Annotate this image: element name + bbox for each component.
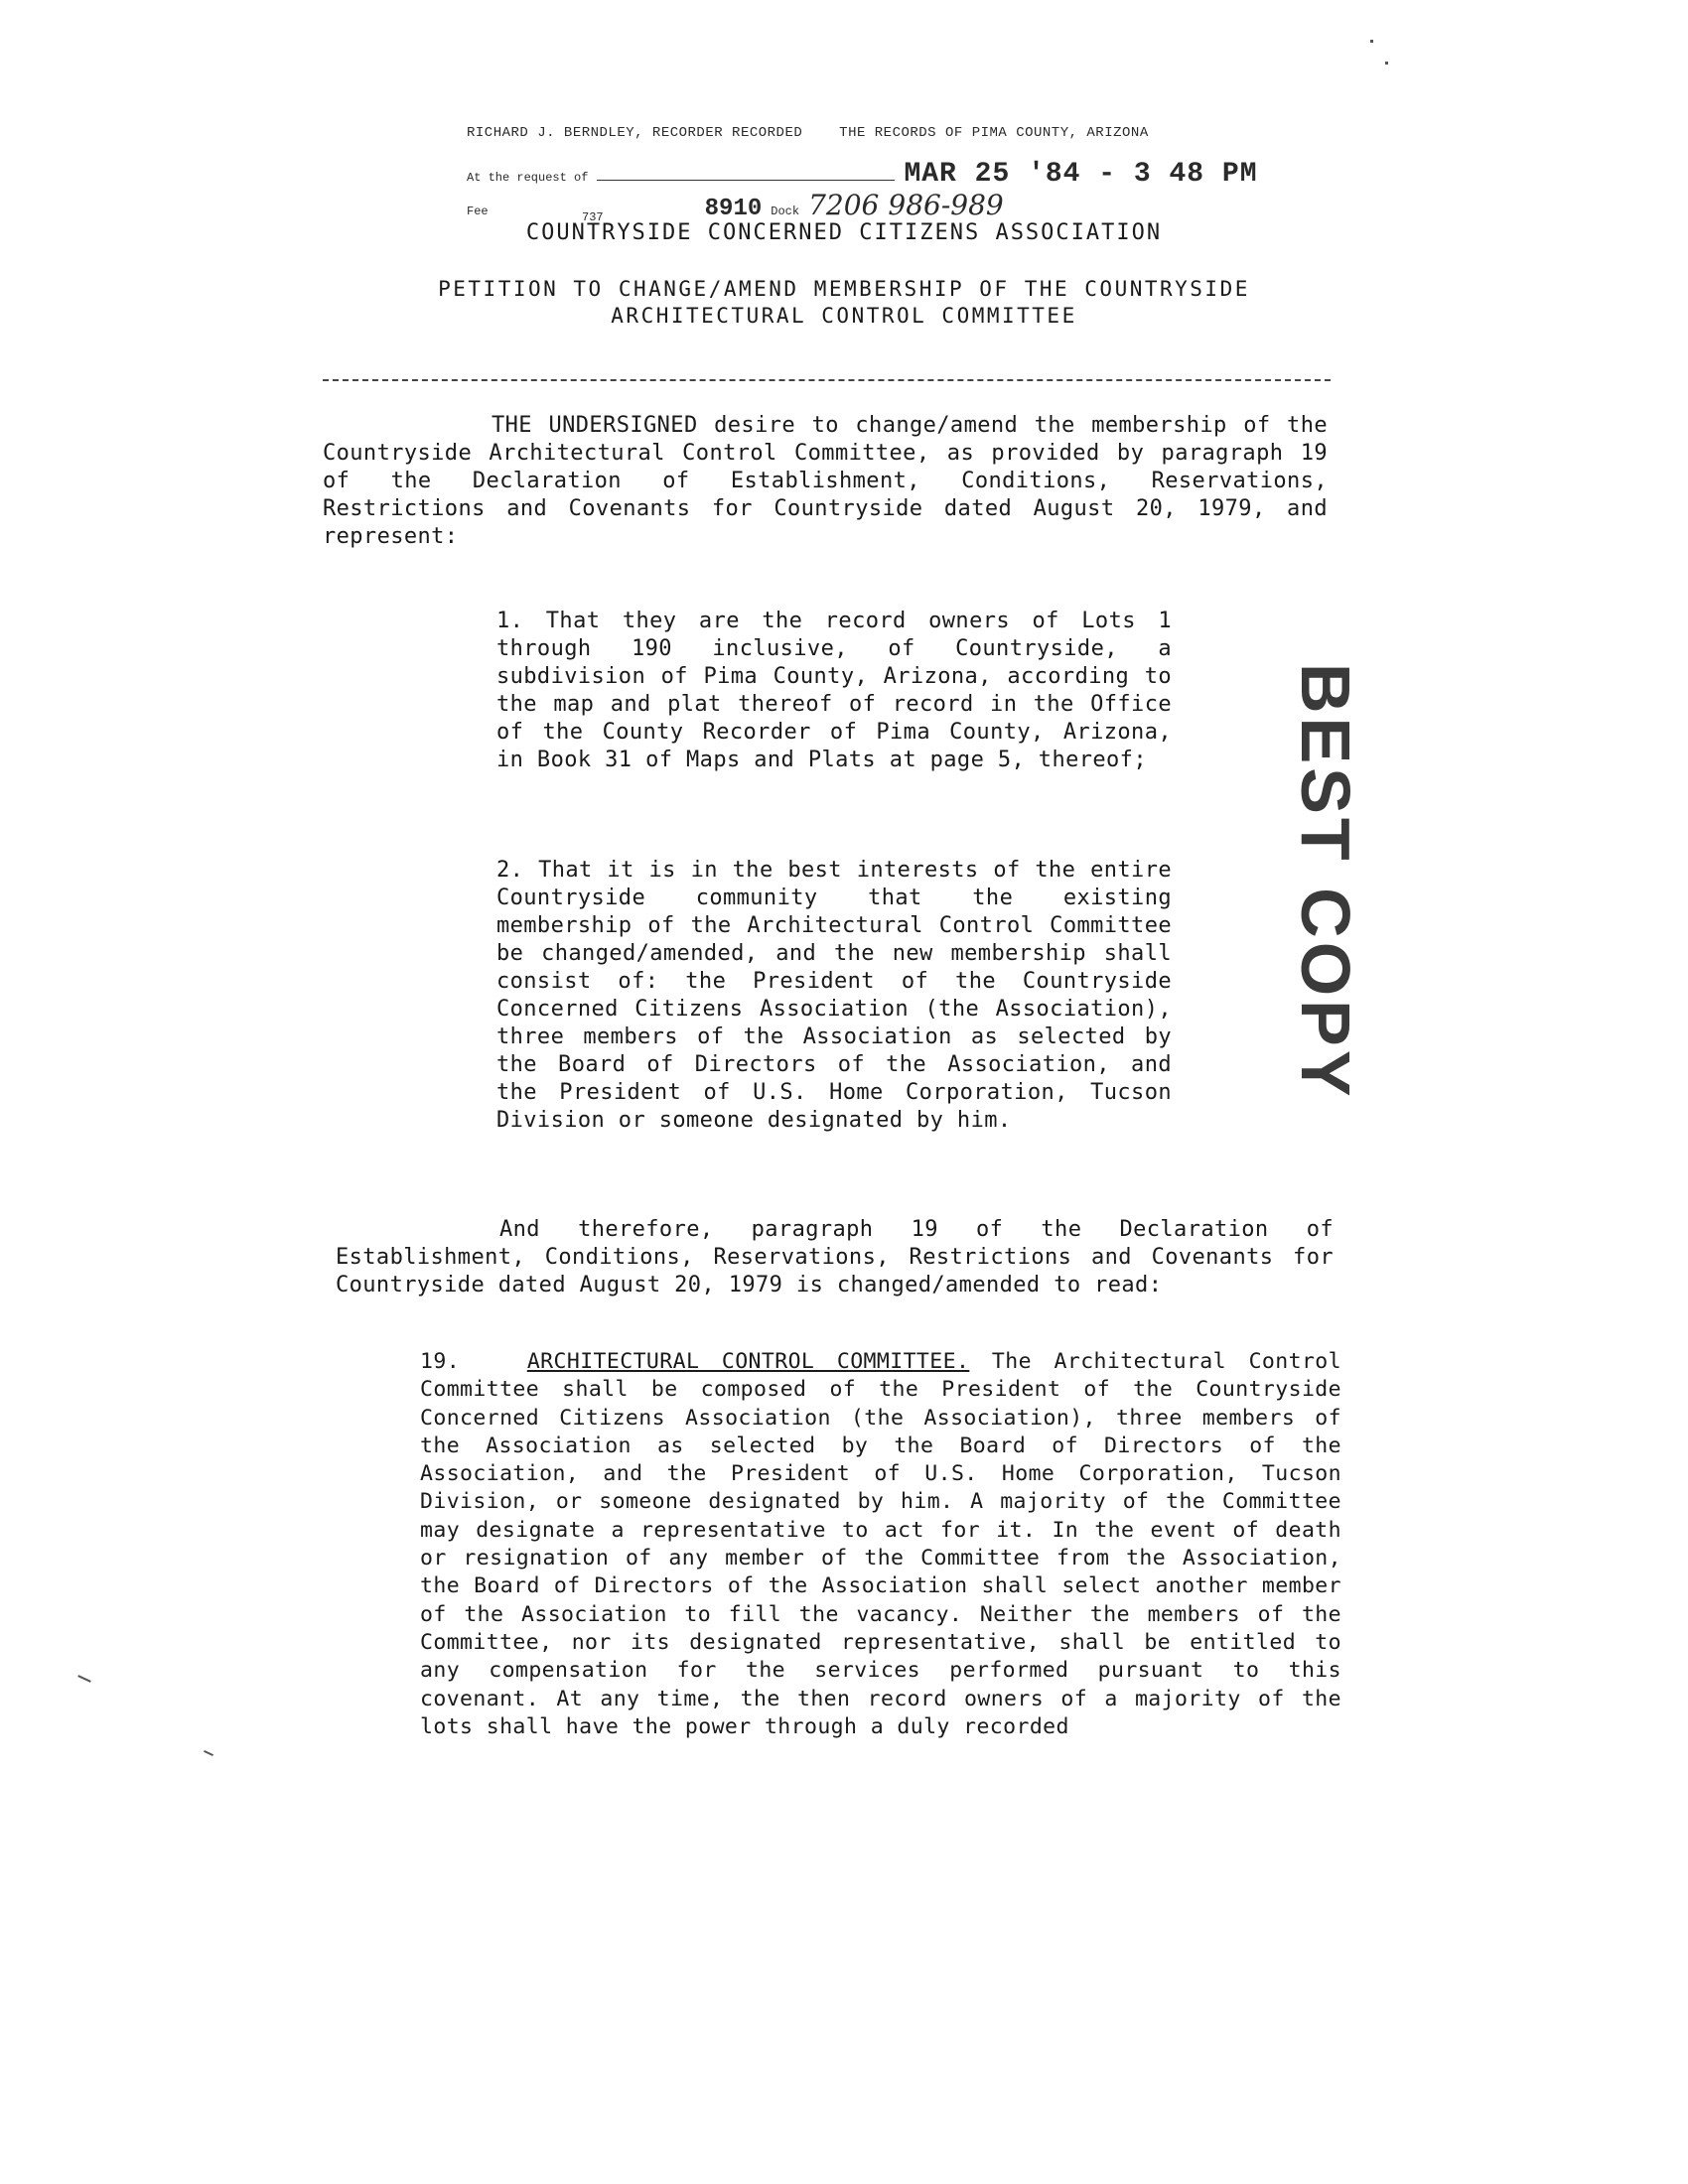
recorder-stamp-request	[467, 159, 1258, 190]
recorder-stamp-docket	[467, 189, 1004, 222]
request-label: At the request of	[467, 171, 589, 185]
scan-speck	[77, 1675, 91, 1683]
item-2-paragraph: 2. That it is in the best interests of the entire Countryside community that the existing membership of the Architectural Control Committee be changed/amended, and the new membership shall consist of: the President of the Countryside Concerned Citizens Association (the Association), three members of the Association as selected by the Board of Directors of the Association, and the President of U.S. Home Corporation, Tucson Division or someone designated by him.	[496, 858, 1172, 1133]
petition-title	[298, 276, 1390, 330]
page-range: 986-989	[888, 189, 1004, 221]
title-line-1: PETITION TO CHANGE/AMEND MEMBERSHIP OF THE COUNTRYSIDE	[438, 277, 1250, 301]
docket-number: 8910	[704, 196, 763, 222]
section-19-paragraph	[420, 1348, 1341, 1741]
section-19-heading: ARCHITECTURAL CONTROL COMMITTEE.	[526, 1349, 970, 1374]
title-line-2: ARCHITECTURAL CONTROL COMMITTEE	[611, 304, 1077, 328]
recorder-stamp-header	[467, 125, 1149, 141]
section-19-number: 19.	[420, 1349, 461, 1374]
county-records: THE RECORDS OF PIMA COUNTY, ARIZONA	[839, 125, 1149, 141]
fee-label: Fee	[467, 205, 489, 218]
scan-speck	[204, 1750, 213, 1756]
recorder-name: RICHARD J. BERNDLEY, RECORDER RECORDED	[467, 125, 803, 141]
book-page: 7206	[808, 189, 880, 221]
stamp-sub-number: 737	[582, 210, 604, 224]
organization-name: COUNTRYSIDE CONCERNED CITIZENS ASSOCIATION	[525, 220, 1163, 245]
section-19-body: The Architectural Control Committee shall be composed of the President of the Countryside Concerned Citizens Association (the Association), three members of the Association as selected by the Board of Directors of the Association, and the President of U.S. Home Corporation, Tucson Division, or someone designated by him. A majority of the Committee may designate a representative to act for it. In the event of death or resignation of any member of the Committee from the Association, the Board of Directors of the Association shall select another member of the Association to fill the vacancy. Neither the members of the Committee, nor its designated representative, shall be entitled to any compensation for the services performed pursuant to this covenant. At any time, the then record owners of a majority of the lots shall have the power through a duly recorded	[420, 1349, 1341, 1739]
record-date-time: MAR 25 '84 - 3 48 PM	[904, 159, 1258, 190]
scan-speck	[1385, 62, 1388, 65]
therefore-paragraph: And therefore, paragraph 19 of the Declaration of Establishment, Conditions, Reservations, Restrictions and Covenants for Countryside dated August 20, 1979 is changed/amended to read:	[336, 1217, 1334, 1297]
best-copy-watermark: BEST COPY	[1287, 663, 1364, 1101]
docket-label: Dock	[771, 205, 800, 218]
intro-paragraph: THE UNDERSIGNED desire to change/amend the membership of the Countryside Architectural Control Committee, as provided by paragraph 19 of the Declaration of Establishment, Conditions, Reservations, Restrictions and Covenants for Countryside dated August 20, 1979, and represent:	[323, 413, 1328, 549]
scan-speck	[1370, 40, 1373, 43]
item-1-paragraph: 1. That they are the record owners of Lots 1 through 190 inclusive, of Countryside, a subdivision of Pima County, Arizona, according to the map and plat thereof of record in the Office of the County Recorder of Pima County, Arizona, in Book 31 of Maps and Plats at page 5, thereof;	[496, 609, 1172, 772]
divider-line	[323, 379, 1331, 381]
